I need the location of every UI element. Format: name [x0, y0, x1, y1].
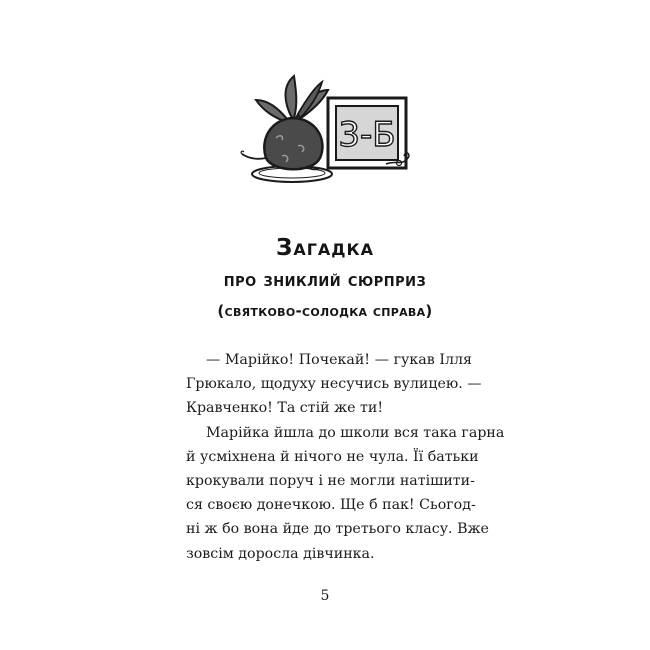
text-line: ся своєю донечкою. Ще б пак! Сьогод-: [186, 497, 476, 514]
text-line: Марійка йшла до школи вся така гарна: [206, 424, 505, 441]
chalkboard: [328, 98, 409, 168]
page-number: 5: [320, 588, 330, 604]
chapter-title-secondary: про зниклий сюрприз: [223, 270, 427, 291]
chapter-title-main: Загадка: [275, 235, 374, 261]
text-line: Грюкало, щодуху несучись вулицею. —: [186, 376, 482, 393]
text-line: Кравченко! Та стій же ти!: [186, 400, 384, 417]
beet-and-board-drawing: [236, 68, 416, 190]
text-line: крокували поруч і не могли натішити-: [186, 473, 475, 490]
chapter-subtitle: (святково-солодка справа): [217, 302, 433, 320]
body-paragraphs: [186, 348, 505, 566]
board-label: 3-Б: [338, 115, 396, 155]
text-line: й усміхнена й нічого не чула. Її батьки: [186, 448, 479, 465]
text-line: — Марійко! Почекай! — гукав Ілля: [206, 352, 472, 368]
beet-body: [264, 118, 322, 169]
chapter-illustration: [236, 68, 416, 190]
beet-leaves: [256, 76, 328, 122]
text-line: зовсім доросла дівчинка.: [186, 545, 375, 562]
text-line: ні ж бо вона йде до третього класу. Вже: [186, 521, 489, 538]
